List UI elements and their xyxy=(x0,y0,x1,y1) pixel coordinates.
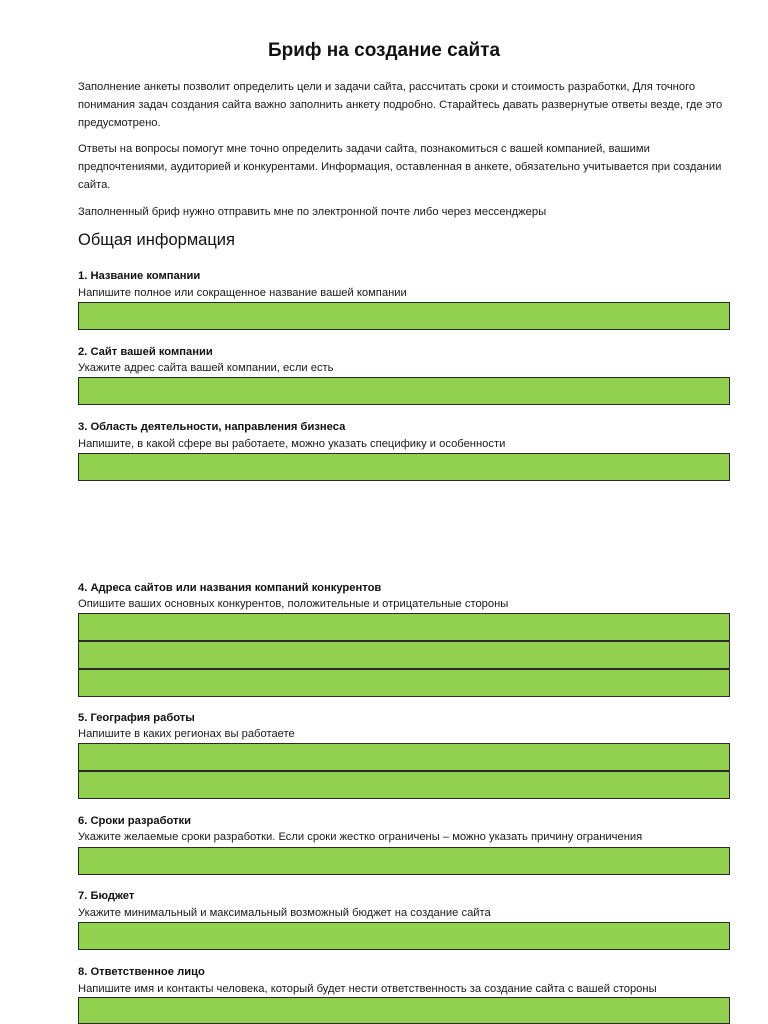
question-7-title: 7. Бюджет xyxy=(78,890,135,902)
question-1-hint: Напишите полное или сокращенное название вашей компании xyxy=(78,287,407,299)
question-5-title: 5. География работы xyxy=(78,712,195,724)
question-1-answer-field[interactable] xyxy=(78,302,730,330)
question-3-hint: Напишите, в какой сфере вы работаете, можно указать специфику и особенности xyxy=(78,438,506,450)
question-7-hint: Укажите минимальный и максимальный возможный бюджет на создание сайта xyxy=(78,907,491,919)
question-3-title: 3. Область деятельности, направления бизнеса xyxy=(78,421,346,433)
question-8-title: 8. Ответственное лицо xyxy=(78,966,205,978)
question-4-hint: Опишите ваших основных конкурентов, положительные и отрицательные стороны xyxy=(78,598,509,610)
question-5-answer-field-1[interactable] xyxy=(78,743,730,771)
question-6-answer-field[interactable] xyxy=(78,847,730,875)
question-4-answer-field-3[interactable] xyxy=(78,669,730,697)
intro-paragraph-2: Ответы на вопросы помогут мне точно определить задачи сайта, познакомиться с вашей компанией, вашими предпочтениями, аудиторией и конкурентами. Информация, оставленная в анкете, обязательно учитывается при создании сайта. xyxy=(78,143,722,191)
question-6-hint: Укажите желаемые сроки разработки. Если сроки жестко ограничены – можно указать причину ограничения xyxy=(78,831,643,843)
question-4-answer-field-1[interactable] xyxy=(78,613,730,641)
section-heading: Общая информация xyxy=(78,231,235,249)
question-7-answer-field[interactable] xyxy=(78,922,730,950)
page-title: Бриф на создание сайта xyxy=(267,40,501,61)
question-8-answer-field[interactable] xyxy=(78,997,730,1024)
intro-paragraph-1: Заполнение анкеты позволит определить цели и задачи сайта, рассчитать сроки и стоимость разработки, Для точного понимания задач создания сайта важно заполнить анкету подробно. Старайтесь давать развернутые ответы везде, где это предусмотрено. xyxy=(78,81,723,129)
question-2-answer-field[interactable] xyxy=(78,377,730,405)
question-5-hint: Напишите в каких регионах вы работаете xyxy=(78,728,295,740)
question-2-hint: Укажите адрес сайта вашей компании, если есть xyxy=(78,362,334,374)
question-4-title: 4. Адреса сайтов или названия компаний конкурентов xyxy=(78,582,382,594)
question-1-title: 1. Название компании xyxy=(78,270,201,282)
question-2-title: 2. Сайт вашей компании xyxy=(78,346,213,358)
question-8-hint: Напишите имя и контакты человека, который будет нести ответственность за создание сайта с вашей стороны xyxy=(78,983,657,995)
intro-paragraph-3: Заполненный бриф нужно отправить мне по электронной почте либо через мессенджеры xyxy=(78,206,547,218)
question-6-title: 6. Сроки разработки xyxy=(78,815,192,827)
question-3-answer-field[interactable] xyxy=(78,453,730,481)
question-4-answer-field-2[interactable] xyxy=(78,641,730,669)
question-5-answer-field-2[interactable] xyxy=(78,771,730,799)
